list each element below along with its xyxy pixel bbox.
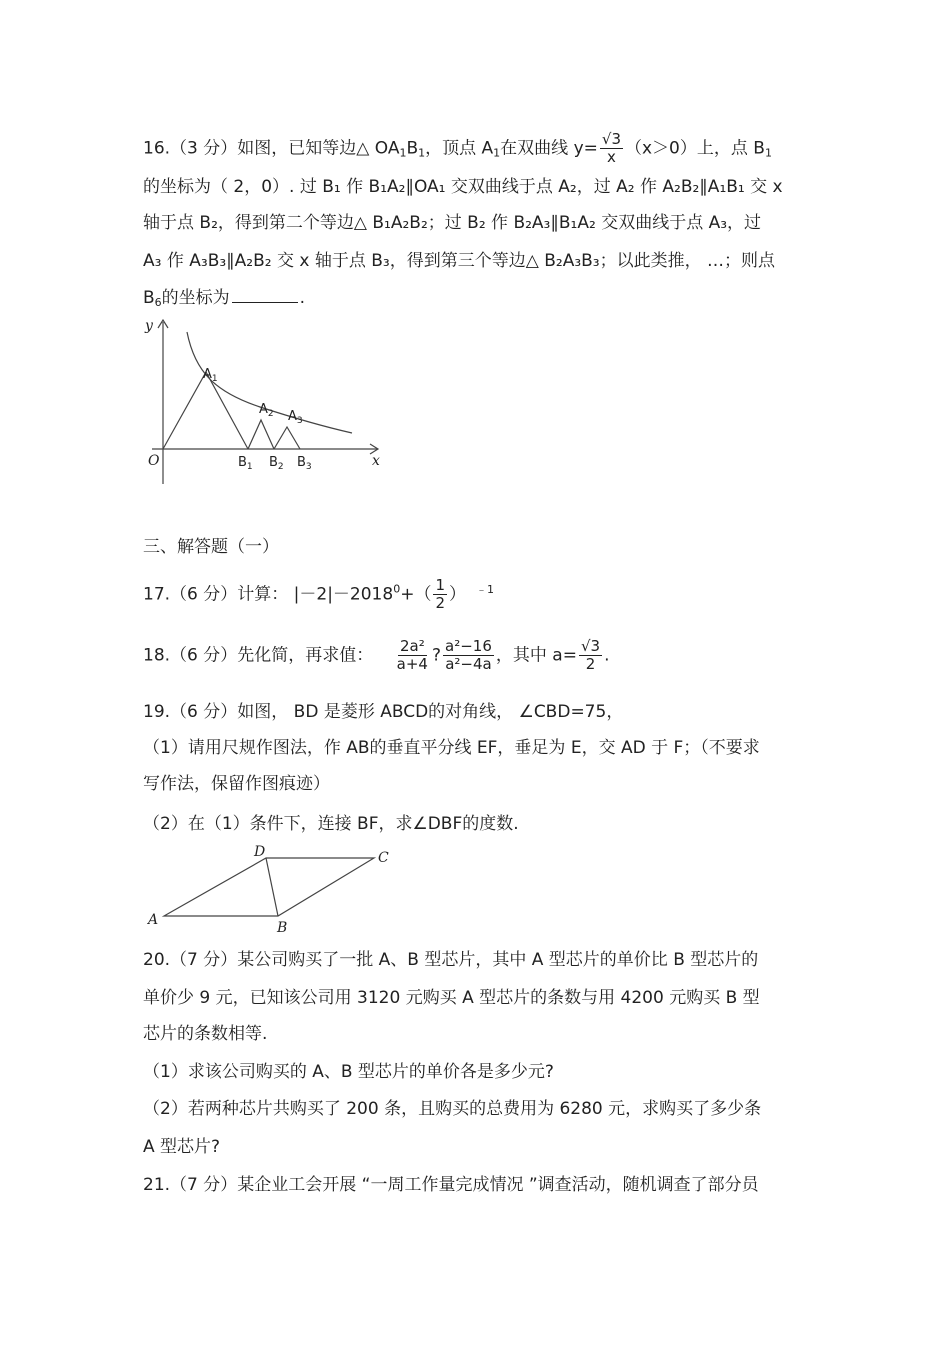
sub: 1 xyxy=(493,146,501,160)
q18-text-a: 18.（6 分）先化简，再求值： xyxy=(143,645,374,666)
q20-line4: （1）求该公司购买的 A、B 型芯片的单价各是多少元? xyxy=(143,1062,554,1082)
q16-text-e: （x＞0）上，点 B xyxy=(625,138,765,159)
q18-mid: ? xyxy=(431,645,442,666)
sup: 0 xyxy=(393,582,401,596)
q16-text-d: 在双曲线 y= xyxy=(500,138,598,159)
label-letter: A xyxy=(288,409,297,424)
q20-line1: 20.（7 分）某公司购买了一批 A、B 型芯片，其中 A 型芯片的单价比 B 型芯片的 xyxy=(143,950,759,970)
q20-line3: 芯片的条数相等. xyxy=(143,1024,268,1044)
q17-fraction xyxy=(433,577,447,612)
q16-line4: A₃ 作 A₃B₃∥A₂B₂ 交 x 轴于点 B₃，得到第三个等边△ B₂A₃B₃；以此类推， …；则点 xyxy=(143,251,776,271)
label-letter: B xyxy=(297,455,306,470)
q19-line4: （2）在（1）条件下，连接 BF，求∠DBF的度数. xyxy=(143,814,519,834)
frac-num: a²−16 xyxy=(445,637,492,655)
label-sub: 2 xyxy=(267,409,274,419)
q17-text-c: ） xyxy=(449,584,466,605)
label-sub: 3 xyxy=(305,462,312,472)
q18-text-c: . xyxy=(604,645,610,666)
frac-den: a+4 xyxy=(396,655,428,673)
label-letter: B xyxy=(269,455,278,470)
frac-den: a²−4a xyxy=(445,655,492,673)
label-B1 xyxy=(238,455,253,472)
label-B3 xyxy=(297,455,312,472)
section-heading: 三、解答题（一） xyxy=(143,537,279,557)
frac-num: 2a² xyxy=(399,637,425,655)
label-A3 xyxy=(288,409,303,426)
y-label: y xyxy=(145,318,153,334)
sub: 1 xyxy=(418,146,426,160)
triangle-1 xyxy=(163,372,248,449)
q20-line5: （2）若两种芯片共购买了 200 条，且购买的总费用为 6280 元，求购买了多少条 xyxy=(143,1099,762,1119)
q16-b: B xyxy=(143,288,155,308)
figure-rhombus xyxy=(140,842,400,937)
x-label: x xyxy=(372,453,380,469)
q19-line1: 19.（6 分）如图， BD 是菱形 ABCD的对角线， ∠CBD=75， xyxy=(143,702,624,722)
q16-text-a: 16.（3 分）如图，已知等边△ OA xyxy=(143,138,400,159)
q18-fraction-3 xyxy=(579,638,602,673)
label-d: D xyxy=(254,844,266,860)
q16-line1 xyxy=(143,131,772,166)
q16-text-b: B xyxy=(406,138,419,159)
figure-hyperbola-triangles xyxy=(140,312,390,487)
frac-den: x xyxy=(607,148,616,166)
label-letter: A xyxy=(259,402,268,417)
q16-period: . xyxy=(299,288,306,308)
frac-num: 1 xyxy=(435,576,445,594)
q20-line2: 单价少 9 元，已知该公司用 3120 元购买 A 型芯片的条数与用 4200 元购买 B 型 xyxy=(143,988,760,1008)
q16-text-c: ，顶点 A xyxy=(425,138,494,159)
q16-text: 的坐标为 xyxy=(161,288,230,308)
label-a: A xyxy=(148,912,159,928)
q16-line2: 的坐标为（ 2，0）. 过 B₁ 作 B₁A₂∥OA₁ 交双曲线于点 A₂，过 A₂ 作 A₂B₂∥A₁B₁ 交 x xyxy=(143,177,783,197)
q18-text-b: ，其中 a= xyxy=(495,645,577,666)
answer-blank xyxy=(232,288,298,303)
q21-line1: 21.（7 分）某企业工会开展 “一周工作量完成情况 ”调查活动，随机调查了部分员 xyxy=(143,1175,759,1195)
label-A1 xyxy=(203,367,218,384)
rhombus-abcd xyxy=(164,858,374,916)
q18 xyxy=(143,638,609,673)
label-sub: 1 xyxy=(246,462,253,472)
q20-line6: A 型芯片? xyxy=(143,1137,221,1157)
label-letter: B xyxy=(238,455,247,470)
triangle-2 xyxy=(248,420,274,449)
diagonal-bd xyxy=(266,858,278,916)
frac-num: √3 xyxy=(580,637,601,655)
origin-label: O xyxy=(148,453,160,469)
q18-fraction-1 xyxy=(395,638,430,673)
q17 xyxy=(143,577,494,612)
q19-line2: （1）请用尺规作图法，作 AB的垂直平分线 EF，垂足为 E，交 AD 于 F；（不要求 xyxy=(143,738,760,758)
q17-text-a: 17.（6 分）计算： |－2|－2018 xyxy=(143,584,394,605)
label-A2 xyxy=(259,402,274,419)
sub: 6 xyxy=(154,296,162,309)
label-sub: 3 xyxy=(296,416,303,426)
sub: 1 xyxy=(399,146,407,160)
triangle-3 xyxy=(274,427,300,449)
q16-line5 xyxy=(143,287,305,314)
label-B2 xyxy=(269,455,284,472)
q19-line3: 写作法，保留作图痕迹） xyxy=(143,774,330,794)
label-b: B xyxy=(277,920,288,936)
frac-den: 2 xyxy=(435,594,445,612)
sub: 1 xyxy=(764,146,772,160)
frac-num: √3 xyxy=(601,130,621,148)
label-sub: 2 xyxy=(277,462,284,472)
q18-fraction-2 xyxy=(443,638,494,673)
label-letter: A xyxy=(203,367,212,382)
q16-line3: 轴于点 B₂，得到第二个等边△ B₁A₂B₂；过 B₂ 作 B₂A₃∥B₁A₂ 交双曲线于点 A₃，过 xyxy=(143,213,762,233)
label-sub: 1 xyxy=(211,374,218,384)
q17-text-b: +（ xyxy=(400,584,432,605)
sup: ﹣1 xyxy=(476,582,494,596)
frac-den: 2 xyxy=(585,655,596,673)
q16-fraction xyxy=(600,131,623,166)
label-c: C xyxy=(378,850,389,866)
